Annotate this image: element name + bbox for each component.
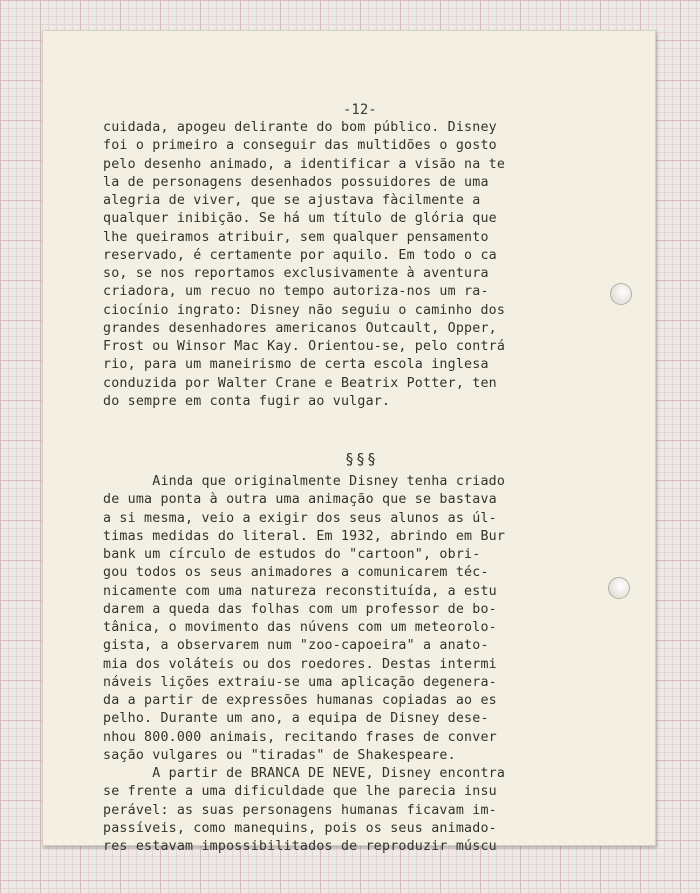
punch-hole-icon — [610, 283, 632, 305]
section-separator: §§§ — [345, 450, 379, 468]
document-page — [42, 30, 656, 854]
page-number: -12- — [343, 102, 377, 118]
paragraph-2: Ainda que originalmente Disney tenha criado de uma ponta à outra uma animação que se bastava a si mesma, veio a exigir dos seus alunos as úl- timas medidas do literal. Em 1932, abrindo em Bur bank um círculo de estudos do "cartoon", obri- gou todos os seus animadores a comunicarem téc- nicamente com uma natureza reconstituída, a estu darem a queda das folhas com um professor de bo- tânica, o movimento das núvens com um meteorolo- gista, a observarem num "zoo-capoeira" a anato- mia dos voláteis ou dos roedores. Destas intermi náveis lições extraiu-se uma aplicação degenera- da a partir de expressões humanas copiadas ao es pelho. Durante um ano, a equipa de Disney dese- nhou 800.000 animais, recitando frases de conver sação vulgares ou "tiradas" de Shakespeare. A partir de BRANCA DE NEVE, Disney encontra se frente a uma dificuldade que lhe parecia insu perável: as suas personagens humanas ficavam im- passíveis, como manequins, pois os seus animado- res estavam impossibilitados de reproduzir múscu — [103, 474, 506, 854]
paragraph-1: cuidada, apogeu delirante do bom público. Disney foi o primeiro a conseguir das multidões o gosto pelo desenho animado, a identificar a visão na te la de personagens desenhados possuidores de uma alegria de viver, que se ajustava fàcilmente a qualquer inibição. Se há um título de glória que lhe queiramos atribuir, sem qualquer pensamento reservado, é certamente por aquilo. Em todo o ca so, se nos reportamos exclusivamente à aventura criadora, um recuo no tempo autoriza-nos um ra- ciocínio ingrato: Disney não seguiu o caminho dos grandes desenhadores americanos Outcault, Opper, Frost ou Winsor Mac Kay. Orientou-se, pelo contrá rio, para um maneirismo de certa escola inglesa conduzida por Walter Crane e Beatrix Potter, ten do sempre em conta fugir ao vulgar. — [103, 120, 506, 409]
punch-hole-icon — [608, 577, 630, 599]
